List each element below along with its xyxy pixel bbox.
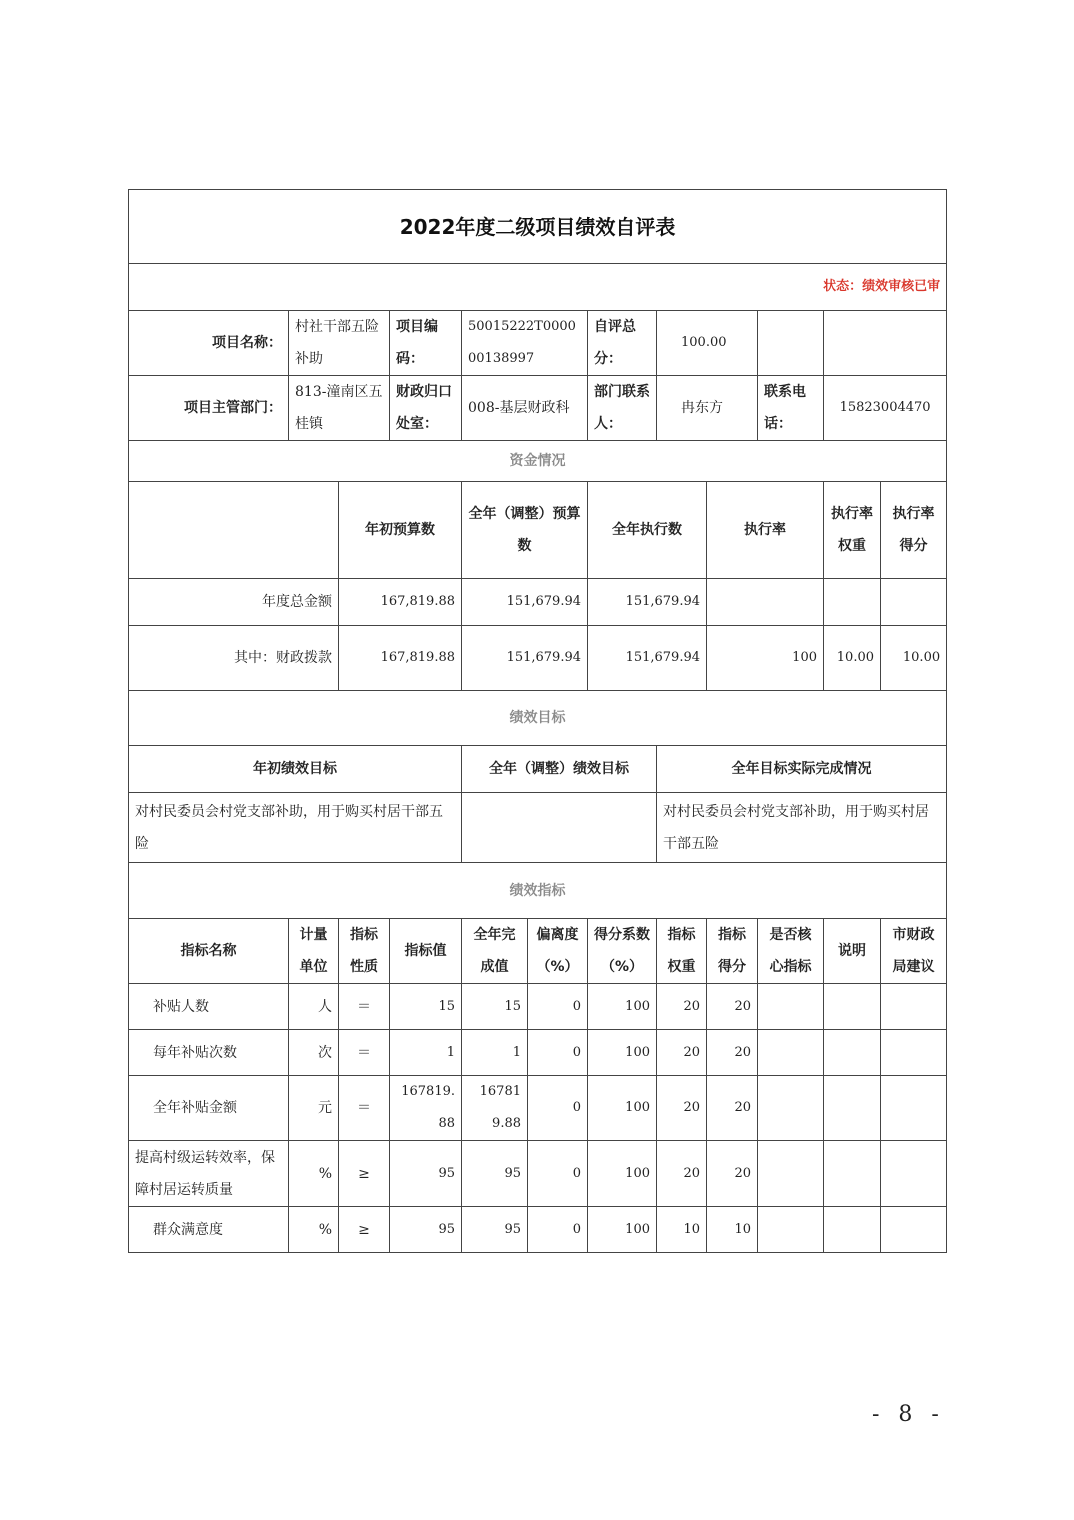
score-value: 100.00	[657, 311, 758, 376]
goals-header: 全年目标实际完成情况	[657, 746, 947, 793]
indicator-cell: 15	[390, 984, 462, 1030]
funds-header: 执行率得分	[881, 482, 947, 579]
indicator-cell: 20	[657, 1076, 707, 1141]
indicator-header: 指标得分	[707, 919, 758, 984]
empty-cell	[129, 482, 339, 579]
indicator-name: 全年补贴金额	[129, 1076, 289, 1141]
indicator-cell: 1	[462, 1030, 528, 1076]
indicator-cell: 167819.88	[462, 1076, 528, 1141]
indicator-header: 得分系数（%）	[588, 919, 657, 984]
page-number: - 8 -	[872, 1402, 945, 1427]
goals-section-heading: 绩效目标	[129, 691, 947, 746]
table-row	[129, 984, 947, 1030]
empty-cell	[758, 311, 824, 376]
empty-cell	[881, 1141, 947, 1207]
indicator-cell: 100	[588, 1030, 657, 1076]
indicator-cell: 100	[588, 1076, 657, 1141]
indicator-name: 每年补贴次数	[129, 1030, 289, 1076]
indicator-cell: 20	[707, 984, 758, 1030]
indicator-cell: 0	[528, 1207, 588, 1253]
funds-row-label: 其中：财政拨款	[129, 626, 339, 691]
indicator-cell: %	[289, 1141, 339, 1207]
indicator-header: 是否核心指标	[758, 919, 824, 984]
indicator-cell: 20	[707, 1141, 758, 1207]
table-row	[129, 1141, 947, 1207]
indicator-cell: ＝	[339, 984, 390, 1030]
indicator-header: 偏离度（%）	[528, 919, 588, 984]
table-row	[129, 1030, 947, 1076]
funds-cell: 100	[707, 626, 824, 691]
dept-label: 项目主管部门：	[129, 376, 289, 441]
indicator-cell: 1	[390, 1030, 462, 1076]
indicator-cell: 20	[657, 984, 707, 1030]
empty-cell	[881, 984, 947, 1030]
indicator-cell: 15	[462, 984, 528, 1030]
indicator-cell: 20	[707, 1076, 758, 1141]
indicator-cell: 0	[528, 984, 588, 1030]
indicator-cell: 100	[588, 984, 657, 1030]
table-row	[129, 626, 947, 691]
empty-cell	[881, 1076, 947, 1141]
empty-cell	[881, 1030, 947, 1076]
empty-cell	[824, 1076, 881, 1141]
funds-cell: 167,819.88	[339, 579, 462, 626]
empty-cell	[881, 1207, 947, 1253]
indicator-cell: ＝	[339, 1076, 390, 1141]
funds-header: 年初预算数	[339, 482, 462, 579]
indicator-header: 指标值	[390, 919, 462, 984]
empty-cell	[824, 984, 881, 1030]
indicator-cell: 0	[528, 1030, 588, 1076]
funds-cell	[707, 579, 824, 626]
funds-section-heading: 资金情况	[129, 441, 947, 482]
page-title: 2022年度二级项目绩效自评表	[129, 190, 947, 264]
indicator-header: 指标权重	[657, 919, 707, 984]
indicator-header: 说明	[824, 919, 881, 984]
project-code-label: 项目编码：	[390, 311, 462, 376]
funds-cell	[881, 579, 947, 626]
empty-cell	[758, 1141, 824, 1207]
indicator-cell: 100	[588, 1207, 657, 1253]
indicator-cell: 95	[390, 1207, 462, 1253]
funds-cell: 151,679.94	[462, 579, 588, 626]
indicator-cell: ≥	[339, 1141, 390, 1207]
indicators-section-heading: 绩效指标	[129, 863, 947, 919]
empty-cell	[758, 1207, 824, 1253]
goals-header: 全年（调整）绩效目标	[462, 746, 657, 793]
project-name-value: 村社干部五险补助	[289, 311, 390, 376]
table-row	[129, 1076, 947, 1141]
adjusted-goal-text	[462, 793, 657, 863]
indicator-cell: 10	[657, 1207, 707, 1253]
funds-cell: 10.00	[824, 626, 881, 691]
empty-cell	[758, 1076, 824, 1141]
indicator-cell: 0	[528, 1076, 588, 1141]
indicator-cell: 元	[289, 1076, 339, 1141]
project-code-value: 50015222T000000138997	[462, 311, 588, 376]
indicator-name: 群众满意度	[129, 1207, 289, 1253]
funds-cell: 151,679.94	[588, 626, 707, 691]
table-row	[129, 579, 947, 626]
actual-completion-text: 对村民委员会村党支部补助，用于购买村居干部五险	[657, 793, 947, 863]
indicator-header: 指标性质	[339, 919, 390, 984]
indicator-cell: 95	[390, 1141, 462, 1207]
indicator-name: 补贴人数	[129, 984, 289, 1030]
contact-label: 部门联系人：	[588, 376, 657, 441]
table-row	[129, 1207, 947, 1253]
empty-cell	[758, 1030, 824, 1076]
funds-header: 执行率权重	[824, 482, 881, 579]
funds-cell: 151,679.94	[462, 626, 588, 691]
score-label: 自评总分：	[588, 311, 657, 376]
indicator-header: 市财政局建议	[881, 919, 947, 984]
contact-value: 冉东方	[657, 376, 758, 441]
empty-cell	[824, 311, 947, 376]
indicator-cell: ≥	[339, 1207, 390, 1253]
funds-cell: 10.00	[881, 626, 947, 691]
indicator-header: 全年完成值	[462, 919, 528, 984]
initial-goal-text: 对村民委员会村党支部补助，用于购买村居干部五险	[129, 793, 462, 863]
funds-cell: 167,819.88	[339, 626, 462, 691]
funds-header: 全年（调整）预算数	[462, 482, 588, 579]
goals-header: 年初绩效目标	[129, 746, 462, 793]
indicator-cell: 20	[657, 1030, 707, 1076]
indicator-cell: ＝	[339, 1030, 390, 1076]
funds-cell	[824, 579, 881, 626]
indicator-cell: 次	[289, 1030, 339, 1076]
indicator-cell: 20	[707, 1030, 758, 1076]
indicator-cell: 人	[289, 984, 339, 1030]
project-name-label: 项目名称：	[129, 311, 289, 376]
indicator-cell: 100	[588, 1141, 657, 1207]
indicator-header: 计量单位	[289, 919, 339, 984]
indicator-cell: 0	[528, 1141, 588, 1207]
performance-evaluation-table	[128, 189, 947, 1253]
indicator-cell: %	[289, 1207, 339, 1253]
phone-value: 15823004470	[824, 376, 947, 441]
empty-cell	[824, 1141, 881, 1207]
funds-header: 执行率	[707, 482, 824, 579]
finance-office-value: 008-基层财政科	[462, 376, 588, 441]
indicator-cell: 95	[462, 1207, 528, 1253]
finance-office-label: 财政归口处室：	[390, 376, 462, 441]
indicator-cell: 95	[462, 1141, 528, 1207]
indicator-header: 指标名称	[129, 919, 289, 984]
indicator-cell: 167819.88	[390, 1076, 462, 1141]
empty-cell	[824, 1207, 881, 1253]
indicator-cell: 20	[657, 1141, 707, 1207]
dept-value: 813-潼南区五桂镇	[289, 376, 390, 441]
status-badge: 状态：绩效审核已审	[129, 264, 947, 311]
funds-header: 全年执行数	[588, 482, 707, 579]
phone-label: 联系电话：	[758, 376, 824, 441]
funds-cell: 151,679.94	[588, 579, 707, 626]
empty-cell	[758, 984, 824, 1030]
indicator-name: 提高村级运转效率，保障村居运转质量	[129, 1141, 289, 1207]
funds-row-label: 年度总金额	[129, 579, 339, 626]
empty-cell	[824, 1030, 881, 1076]
indicator-cell: 10	[707, 1207, 758, 1253]
